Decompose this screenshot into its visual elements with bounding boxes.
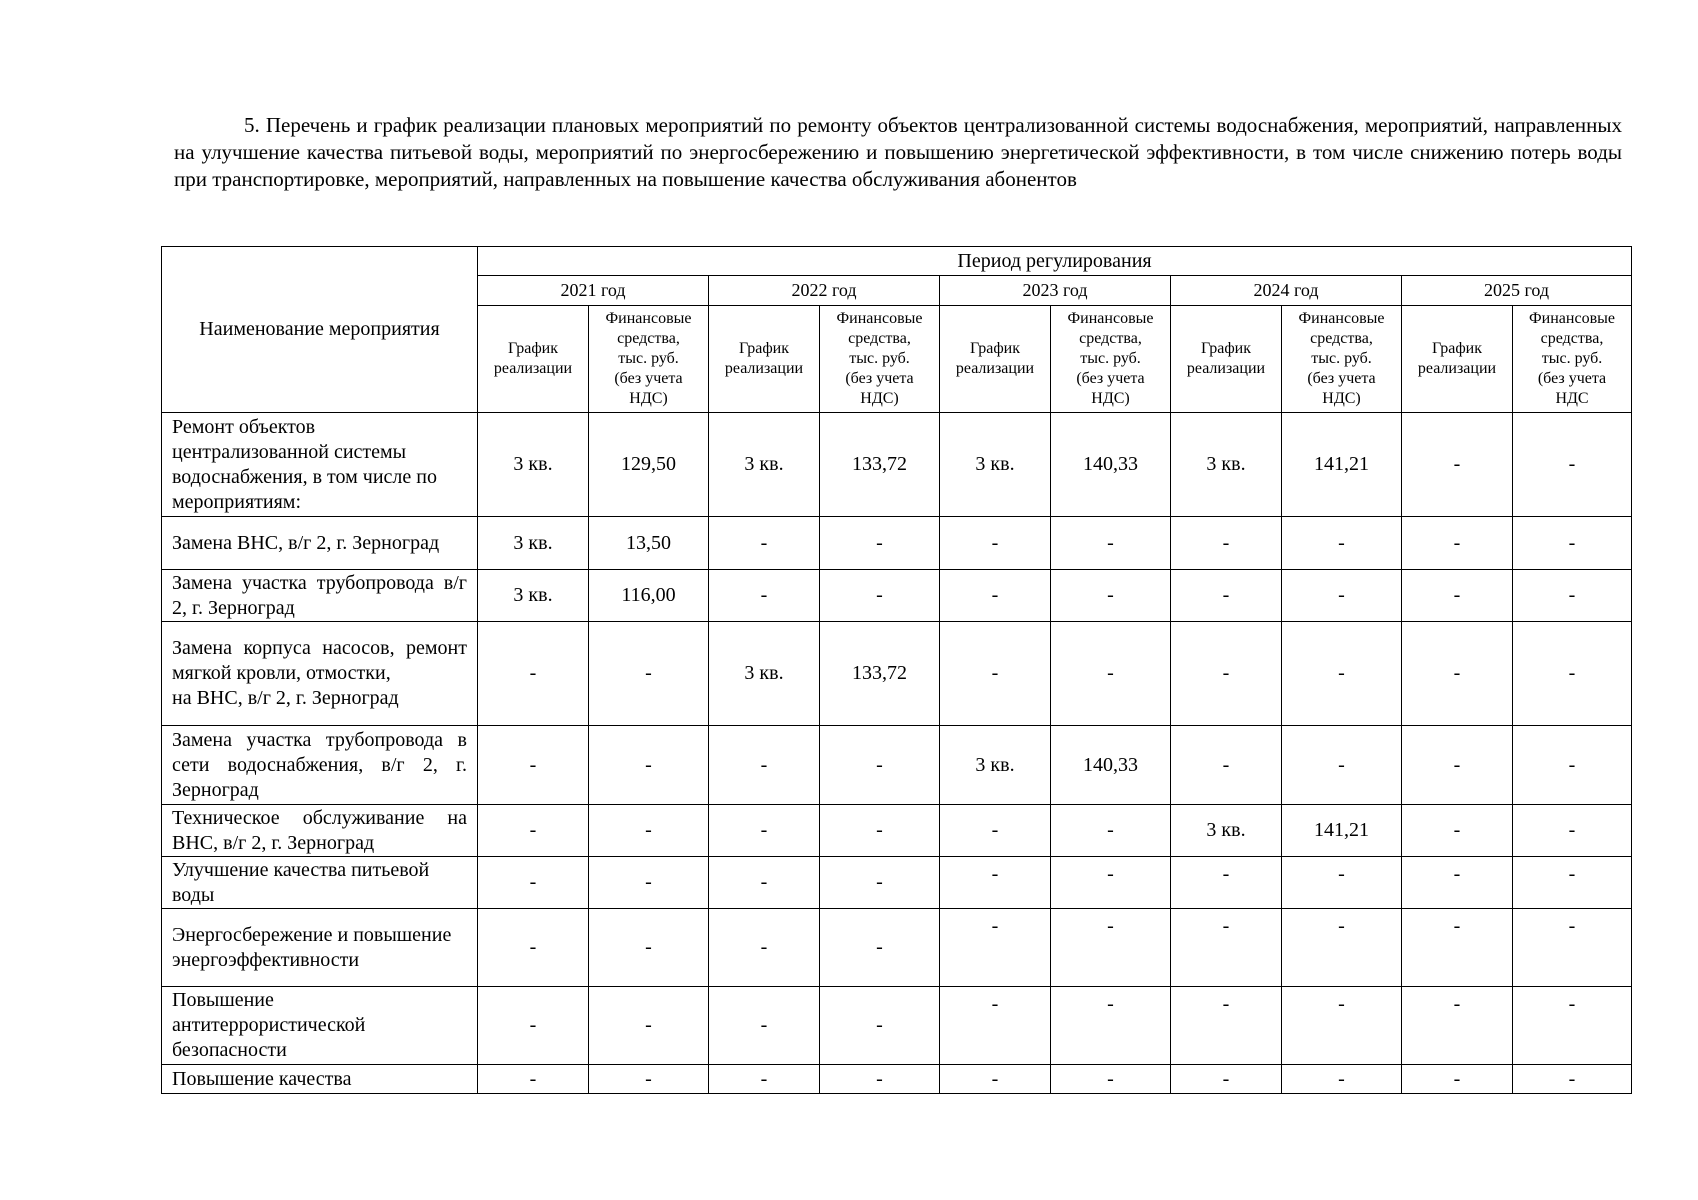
row-name: Замена участка трубопровода в сети водоснабжения, в/г 2, г. Зерноград [162,726,478,805]
period-header: Период регулирования [478,247,1632,276]
table-cell: - [940,570,1051,622]
table-cell: - [478,909,589,987]
table-cell: - [1513,413,1632,517]
table-cell: - [940,622,1051,726]
table-cell: - [1171,857,1282,909]
table-cell: - [709,987,820,1065]
table-cell: - [1513,909,1632,987]
table-cell: 116,00 [589,570,709,622]
table-cell: - [589,857,709,909]
row-name: Замена корпуса насосов, ремонт мягкой кровли, отмостки, на ВНС, в/г 2, г. Зерноград [162,622,478,726]
table-cell: - [940,857,1051,909]
table-cell: - [940,805,1051,857]
table-cell: - [1282,726,1402,805]
table-cell: - [1282,909,1402,987]
table-cell: - [1402,726,1513,805]
table-cell: - [1513,726,1632,805]
table-cell: - [589,909,709,987]
year-header: 2022 год [709,276,940,306]
table-cell: - [709,805,820,857]
table-cell: - [709,857,820,909]
table-cell: - [940,517,1051,570]
table-cell: - [1171,570,1282,622]
table-row [162,857,1632,909]
table-cell: - [1282,857,1402,909]
section-heading [174,112,1622,193]
table-cell: - [1513,987,1632,1065]
table-cell: - [1051,805,1171,857]
table-cell: - [478,805,589,857]
table-cell: - [1402,909,1513,987]
table-cell: - [1282,987,1402,1065]
table-cell: 133,72 [820,622,940,726]
year-header: 2023 год [940,276,1171,306]
table-cell: - [820,570,940,622]
table-cell: 140,33 [1051,413,1171,517]
table-cell: - [478,1065,589,1094]
table-cell: - [1513,622,1632,726]
table-cell: 3 кв. [1171,805,1282,857]
table-cell: - [1402,570,1513,622]
section-heading-text: 5. Перечень и график реализации плановых мероприятий по ремонту объектов централизованной системы водоснабжения, мероприятий, направленных на улучшение качества питьевой воды, мероприятий по энергосбережению и повышению энергетической эффективности, в том числе снижению потерь воды при транспортировке, мероприятий, направленных на повышение качества обслуживания абонентов [174,113,1622,191]
table-cell: - [1402,622,1513,726]
table-cell: - [589,1065,709,1094]
year-header: 2025 год [1402,276,1632,306]
table-cell: - [1402,517,1513,570]
table-cell: - [1282,570,1402,622]
row-name: Энергосбережение и повышение энергоэффективности [162,909,478,987]
table-cell: 133,72 [820,413,940,517]
table-cell: - [589,987,709,1065]
row-name: Замена ВНС, в/г 2, г. Зерноград [162,517,478,570]
table-cell: - [820,1065,940,1094]
table-cell: - [1402,805,1513,857]
table-cell: - [820,909,940,987]
table-cell: 3 кв. [478,517,589,570]
row-name: Замена участка трубопровода в/г 2, г. Зерноград [162,570,478,622]
table-cell: - [1171,909,1282,987]
table-cell: 3 кв. [709,413,820,517]
table-row [162,413,1632,517]
table-cell: - [1282,517,1402,570]
table-cell: - [1051,622,1171,726]
table-cell: 3 кв. [1171,413,1282,517]
table-cell: - [1171,1065,1282,1094]
table-cell: 129,50 [589,413,709,517]
table-row [162,726,1632,805]
finance-subheader: Финансовые средства, тыс. руб. (без учета НДС) [820,306,940,413]
table-cell: - [820,726,940,805]
table-cell: - [1051,570,1171,622]
year-header: 2024 год [1171,276,1402,306]
schedule-subheader: График реализации [940,306,1051,413]
table-cell: 3 кв. [478,570,589,622]
schedule-subheader: График реализации [709,306,820,413]
table-cell: - [1513,805,1632,857]
table-cell: - [1051,909,1171,987]
schedule-subheader: График реализации [1171,306,1282,413]
table-cell: - [1402,987,1513,1065]
table-row [162,1065,1632,1094]
table-cell: - [820,857,940,909]
table-row [162,805,1632,857]
table-cell: - [940,909,1051,987]
table-cell: - [709,570,820,622]
table-cell: 3 кв. [940,726,1051,805]
table-row [162,622,1632,726]
table-cell: - [940,1065,1051,1094]
table-cell: - [478,857,589,909]
table-cell: 13,50 [589,517,709,570]
finance-subheader: Финансовые средства, тыс. руб. (без учета НДС) [1282,306,1402,413]
table-cell: - [1513,517,1632,570]
table-cell: - [1513,570,1632,622]
table-cell: 141,21 [1282,805,1402,857]
table-cell: - [478,726,589,805]
table-cell: - [1402,857,1513,909]
table-cell: - [1051,517,1171,570]
table-cell: - [709,726,820,805]
table-cell: 141,21 [1282,413,1402,517]
schedule-subheader: График реализации [1402,306,1513,413]
table-cell: - [1171,726,1282,805]
table-row [162,570,1632,622]
finance-subheader: Финансовые средства, тыс. руб. (без учета НДС) [1051,306,1171,413]
table-cell: - [478,987,589,1065]
row-name: Ремонт объектов централизованной системы водоснабжения, в том числе по мероприятиям: [162,413,478,517]
table-cell: 3 кв. [478,413,589,517]
table-cell: - [1282,1065,1402,1094]
table-cell: - [1513,857,1632,909]
table-cell: - [1513,1065,1632,1094]
table-cell: - [709,909,820,987]
table-cell: - [820,805,940,857]
finance-subheader: Финансовые средства, тыс. руб. (без учета НДС) [589,306,709,413]
table-row [162,909,1632,987]
table-cell: - [1051,857,1171,909]
table-cell: - [589,805,709,857]
finance-subheader: Финансовые средства, тыс. руб. (без учета НДС [1513,306,1632,413]
table-row [162,517,1632,570]
table-cell: 3 кв. [709,622,820,726]
table-cell: - [1051,1065,1171,1094]
table-cell: - [589,622,709,726]
table-cell: - [709,1065,820,1094]
name-column-header: Наименование мероприятия [162,247,478,413]
table-cell: - [820,987,940,1065]
table-cell: - [820,517,940,570]
year-header: 2021 год [478,276,709,306]
table-cell: - [1282,622,1402,726]
schedule-subheader: График реализации [478,306,589,413]
table-cell: - [1051,987,1171,1065]
table-cell: 3 кв. [940,413,1051,517]
row-name: Повышение антитеррористической безопасности [162,987,478,1065]
row-name: Улучшение качества питьевой воды [162,857,478,909]
table-cell: - [709,517,820,570]
table-cell: - [1171,622,1282,726]
table-cell: - [478,622,589,726]
table-row [162,987,1632,1065]
plan-table [161,246,1632,1094]
table-cell: - [589,726,709,805]
row-name: Повышение качества [162,1065,478,1094]
table-cell: - [1402,1065,1513,1094]
table-cell: - [1171,987,1282,1065]
row-name: Техническое обслуживание на ВНС, в/г 2, г. Зерноград [162,805,478,857]
table-cell: - [1171,517,1282,570]
table-cell: 140,33 [1051,726,1171,805]
table-cell: - [940,987,1051,1065]
table-cell: - [1402,413,1513,517]
